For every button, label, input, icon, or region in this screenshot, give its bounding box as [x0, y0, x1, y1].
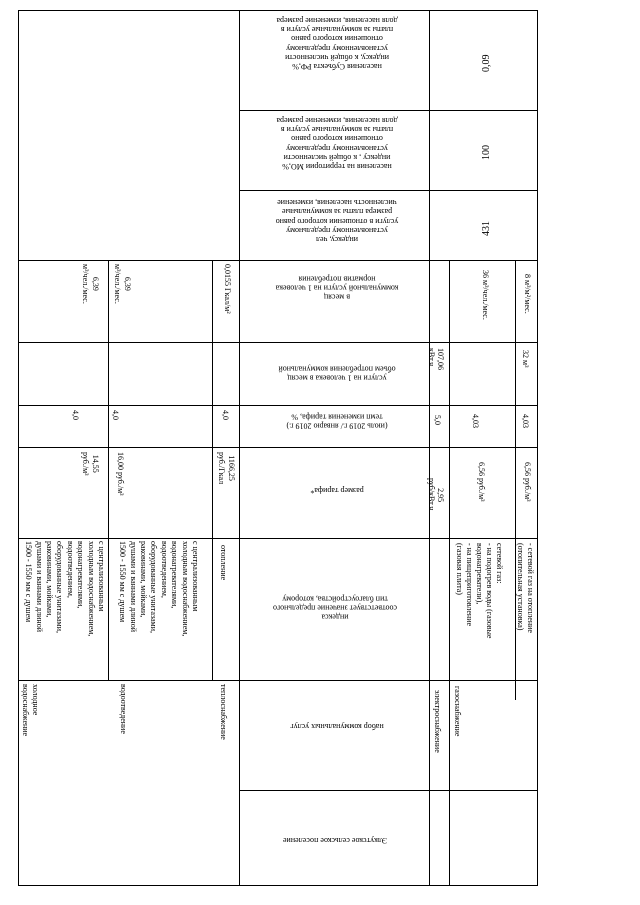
norm-header: в месяц коммунальной услуги на 1 человека норматив потребления: [275, 274, 399, 302]
row-sep-improvement: [18, 538, 538, 539]
heating-tariff: 1166,25 руб./Гкал: [217, 452, 236, 485]
gas-rate: 4,03: [471, 414, 480, 428]
row-sep-tariff: [18, 447, 538, 448]
gas-norm: 36 м³/чел./мес.: [481, 270, 490, 320]
improvement-header: индекса соответствует значение предельного тип благоустройства, которому: [272, 594, 398, 622]
gas-heating-consumption: 32 м³: [521, 350, 530, 368]
gas-improvement: сетевой газ: - на подогрев воды (газовые водонагреватели), - на пищеприготовление (газовая плита): [455, 543, 504, 639]
services-header: набор коммунальных услуг: [290, 722, 384, 732]
col-sep-gas-heating: [515, 260, 516, 700]
electricity-consumption: 107,06 кВт.ч.: [427, 348, 445, 370]
population-header: индексу, чел установленному предельному услуги в отношении которого равно размера платы за коммунальные численность населения, изменение: [275, 198, 399, 245]
share-mo-value: 100: [481, 145, 492, 160]
gas-service: газоснабжение: [453, 686, 462, 737]
electricity-service: электроснабжение: [433, 690, 442, 753]
consumption-header: услуги на 1 человека в месяц объем потребления коммунальной: [278, 364, 396, 383]
population-value: 431: [481, 221, 492, 236]
share-subject-value: 0,09: [481, 54, 492, 72]
cold-water-norm: 6,39 м³/чел./мес.: [81, 264, 100, 304]
gas-heating-rate: 4,03: [521, 414, 530, 428]
sewerage-tariff: 16,00 руб./м³: [116, 452, 125, 496]
gas-heating-improvement: - сетевой газ на отопление (отопительная установка): [516, 543, 535, 633]
row-sep-services: [18, 680, 538, 681]
sewerage-rate: 4,0: [111, 410, 120, 420]
row-sep-share-mo: [239, 110, 538, 111]
frame-bottom: [18, 885, 538, 886]
electricity-rate: 5,0: [433, 415, 442, 425]
heating-rate: 4,0: [221, 410, 230, 420]
cold-water-service: холодное водоснабжение: [21, 684, 40, 737]
cold-water-improvement: с централизованным холодным водоснабжением, водонагревателями, водоотведением, оборудованные унитазами, раковинами, мойками, душами и ваннами длиной 1500 - 1550 мм с душем: [24, 541, 106, 637]
col-sep-gas: [449, 260, 450, 886]
heating-service: теплоснабжение: [219, 684, 228, 740]
sewerage-improvement: с централизованным холодным водоснабжением, водонагревателями, водоотведением, оборудованные унитазами, раковинами, мойками, душами и ваннами длиной 1500 - 1550 мм с душем: [118, 541, 200, 637]
col-sep-1: [239, 10, 240, 886]
heating-norm: 0,0155 Гкал/м²: [223, 264, 232, 314]
frame-right: [537, 10, 538, 886]
col-sep-summary-end: [429, 10, 430, 260]
frame-top: [18, 10, 538, 11]
gas-heating-tariff: 6,56 руб./м³: [523, 462, 532, 502]
gas-tariff: 6,56 руб./м³: [477, 462, 486, 502]
sewerage-service: водоотведение: [119, 684, 128, 734]
sewerage-norm: 6,39 м³/чел./мес.: [113, 264, 132, 304]
electricity-tariff: 2,95 руб/кВт.ч.: [427, 478, 445, 513]
settlement-name: Элкутское сельское поселение: [282, 836, 388, 846]
heating-improvement: отопление: [219, 545, 228, 581]
col-sep-heating: [212, 260, 213, 680]
row-sep-consumption: [18, 342, 538, 343]
row-sep-norm: [18, 260, 538, 261]
cold-water-rate: 4,0: [71, 410, 80, 420]
cold-water-tariff: 14,55 руб./м³: [81, 452, 100, 476]
share-mo-header: населения на территории МО,% индексу , к общей численности установленному предельному отношении которого равно платы за коммунальные услуги в доля населения, изменение размера: [276, 116, 398, 172]
row-sep-rate: [18, 405, 538, 406]
share-subject-header: населения Субъекта РФ,% индексу, к общей численности установленному предельному отношении которого равно платы за коммунальные услуги в доля населения, изменение размера: [276, 16, 398, 72]
tariff-header: размер тарифа*: [310, 486, 364, 496]
col-sep-cold-water: [108, 260, 109, 680]
row-sep-population: [239, 190, 538, 191]
rate-header: (июль 2019 г./ январю 2019 г.) темп изменения тарифа, %: [286, 412, 388, 431]
frame-left: [18, 10, 19, 886]
gas-heating-norm: 8 м³/м²/мес.: [523, 274, 532, 314]
row-sep-settlement: [239, 790, 538, 791]
